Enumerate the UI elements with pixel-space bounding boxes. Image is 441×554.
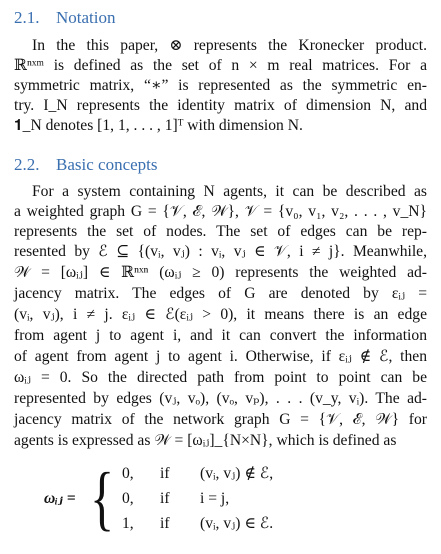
paragraph-line: of agent from agent j to agent i. Otherwise, if εᵢⱼ ∉ ℰ, then — [14, 348, 427, 365]
paragraph-line: (vᵢ, vⱼ), i ≠ j. εᵢⱼ ∈ ℰ(εᵢⱼ > 0), it means there is an edge — [14, 306, 427, 323]
paragraph-line: In the this paper, ⊗ represents the Kronecker product. — [32, 37, 427, 54]
section-heading-notation — [14, 8, 116, 28]
paragraph-line: jacency matrix. The edges of G are denoted by εᵢⱼ = — [14, 285, 427, 302]
paragraph-line: from agent j to agent i, and it can convert the information — [14, 327, 427, 344]
paragraph-line: symmetric matrix, “∗” is represented as the symmetric en- — [14, 77, 427, 94]
case-if: if — [160, 465, 170, 482]
equation-lhs: ωᵢⱼ = — [44, 490, 76, 507]
paragraph-line: ℝⁿˣᵐ is defined as the set of n × m real matrices. For a — [14, 57, 427, 74]
paragraph-line: 𝒲 = [ωᵢⱼ] ∈ ℝⁿˣⁿ (ωᵢⱼ ≥ 0) represents the weighted ad- — [14, 264, 427, 281]
paragraph-line: represents the set of nodes. The set of edges can be rep- — [14, 223, 427, 240]
piecewise-equation — [44, 458, 344, 538]
case-condition: i = j, — [200, 490, 230, 507]
paragraph-line: jacency matrix of the network graph G = {𝒱, ℰ, 𝒲} for — [14, 411, 427, 428]
paragraph-line: 𝟏_N denotes [1, 1, . . . , 1]ᵀ with dimension N. — [14, 117, 303, 134]
case-condition: (vᵢ, vⱼ) ∉ ℰ, — [200, 465, 274, 482]
case-value: 0, — [122, 490, 134, 507]
case-if: if — [160, 515, 170, 532]
section-number: 2.1. — [14, 8, 40, 27]
case-value: 1, — [122, 515, 134, 532]
paragraph-line: resented by ℰ ⊆ {(vᵢ, vⱼ) : vᵢ, vⱼ ∈ 𝒱, i ≠ j}. Meanwhile, — [14, 243, 427, 260]
paragraph-line: For a system containing N agents, it can be described as — [32, 183, 427, 200]
case-value: 0, — [122, 465, 134, 482]
section-title: Notation — [56, 8, 116, 27]
case-condition: (vᵢ, vⱼ) ∈ ℰ. — [200, 515, 274, 532]
section-number: 2.2. — [14, 155, 40, 174]
paragraph-line: represented by edges (vⱼ, vₒ), (vₒ, vₚ), . . . (v_y, vᵢ). The ad- — [14, 390, 427, 407]
case-if: if — [160, 490, 170, 507]
paragraph-line: agents is expressed as 𝒲 = [ωᵢⱼ]_{N×N}, which is defined as — [14, 432, 397, 449]
section-title: Basic concepts — [56, 155, 158, 174]
paragraph-line: try. I_N represents the identity matrix of dimension N, and — [14, 97, 427, 114]
paragraph-line: a weighted graph G = {𝒱, ℰ, 𝒲}, 𝒱 = {v₀, v₁, v₂, . . . , v_N} — [14, 203, 427, 220]
left-brace: { — [90, 458, 115, 538]
section-heading-basic-concepts — [14, 155, 158, 175]
paragraph-line: ωᵢⱼ = 0. So the directed path from point to point can be — [14, 369, 427, 386]
